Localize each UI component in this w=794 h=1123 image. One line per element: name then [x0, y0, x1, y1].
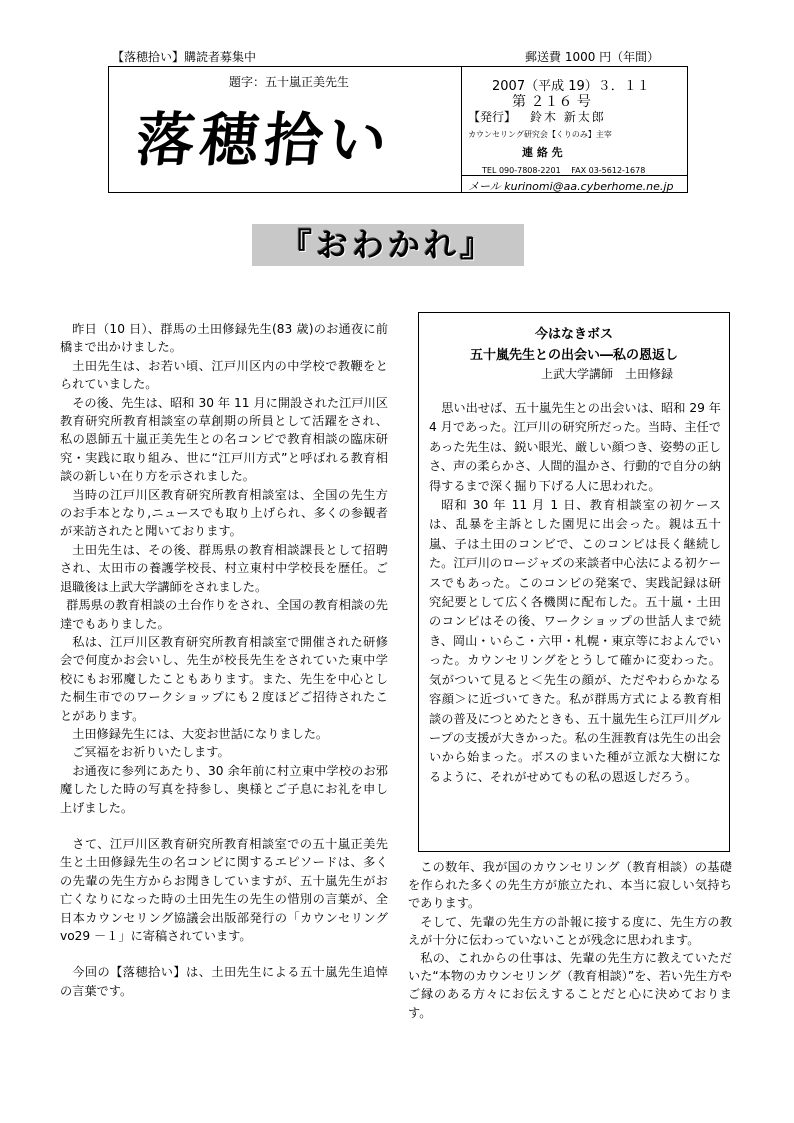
boxed-article-title: 今はなきボス [534, 327, 613, 342]
subscription-fee: 郵送費 1000 円（年間） [525, 50, 660, 64]
masthead [108, 66, 688, 193]
organization-name: カウンセリング研究会【くりのみ】主宰 [468, 130, 612, 139]
closing-remarks [408, 858, 732, 1022]
email-address[interactable]: kurinomi@aa.cyberhome.ne.jp [504, 180, 674, 193]
email-label: メール [468, 180, 501, 193]
article-paragraph: そして、先輩の先生方の訃報に接する度に、先生方の教えが十分に伝わっていないことが残念に思われます。 [408, 914, 732, 947]
boxed-article-subtitle: 五十嵐先生との出会い―私の恩返し [469, 348, 678, 363]
publisher-name: 鈴木 新太郎 [530, 110, 606, 124]
article-paragraph: 思い出せば、五十嵐先生との出会いは、昭和 29 年 4 月であった。江戸川の研究所だった。当時、主任であった先生は、鋭い眼光、厳しい顔つき、姿勢の正しさ、声の柔らかさ、人間的温かさ、行動的で自分の納得するまで深く掘り下げる人に思われた。 [429, 401, 721, 493]
email-row [468, 178, 673, 194]
article-paragraph: その後、先生は、昭和 30 年 11 月に開設された江戸川区教育研究所教育相談室の草創期の所員として活躍をされ、私の恩師五十嵐正美先生との名コンビで教育相談の臨床研究・実践に取り組み、世に“江戸川方式”と呼ばれる教育相談の新しい在り方を示されました。 [60, 395, 388, 484]
boxed-article-author: 上武大学講師 土田修録 [541, 367, 674, 381]
article-paragraph: 昨日（10 日）、群馬の土田修録先生(83 歳)のお通夜に前橋まで出かけました。 [60, 322, 388, 355]
contact-heading: 連 絡 先 [522, 146, 563, 159]
paragraph-spacer [60, 945, 388, 963]
left-article-column [60, 320, 388, 1000]
article-paragraph: さて、江戸川区教育研究所教育相談室での五十嵐正美先生と土田修録先生の名コンビに関するエピソードは、多くの先輩の先生方からお聞きしていますが、五十嵐先生がお亡くなりになった時の土田先生の先生の惜別の言葉が、全日本カウンセリング協議会出版部発行の「カウンセリング vo29 －１」に寄稿されています。 [60, 836, 388, 943]
article-paragraph: 今回の【落穂拾い】は、土田先生による五十嵐先生追悼の言葉です。 [60, 965, 388, 998]
headline-banner: 『おわかれ』 [252, 224, 524, 266]
article-paragraph: 私の、これからの仕事は、先輩の先生方に教えていただいた“本物のカウンセリング（教育相談）”を、若い先生方やご縁のある方々にお伝えすることだと心に決めております。 [408, 951, 732, 1020]
masthead-info-panel [462, 67, 687, 192]
boxed-article-body [429, 399, 721, 787]
article-paragraph: お通夜に参列にあたり、30 余年前に村立東中学校のお邪魔したした時の写真を持参し、奥様とご子息にお礼を申し上げました。 [60, 763, 388, 815]
article-paragraph: 土田修録先生には、大変お世話になりました。 [72, 726, 329, 741]
article-paragraph: この数年、我が国のカウンセリング（教育相談）の基礎を作られた多くの先生方が旅立たれ、本当に寂しい気持ちであります。 [408, 860, 732, 911]
contact-divider [462, 175, 687, 176]
issue-date: 2007（平成 19）３．１１ [492, 79, 650, 94]
article-paragraph: 土田先生は、その後、群馬県の教育相談課長として招聘され、太田市の養護学校長、村立東村中学校長を歴任。ご退職後は上武大学講師をされました。 [60, 542, 388, 594]
boxed-memorial-article [418, 312, 730, 852]
article-paragraph: 土田先生は、お若い頃、江戸川区内の中学校で教鞭をとられていました。 [60, 358, 388, 392]
subscription-recruit-notice: 【落穂拾い】購読者募集中 [112, 50, 257, 64]
article-paragraph: ご冥福をお祈りいたします。 [72, 745, 230, 760]
article-paragraph: 昭和 30 年 11 月 1 日、教育相談室の初ケースは、乱暴を主訴とした園児に出会った。親は五十嵐、子は土田のコンビで、このコンビは長く継続した。江戸川のロージャズの来談者中心法による初ケースでもあった。このコンビの発案で、実践記録は研究紀要として広く各機関に配布した。五十嵐・土田のコンビはその後、ワークショップの世話人まで続き、岡山・いらこ・六甲・札幌・東京等におよんでいった。カウンセリングをとうして確かに変わった。気がついて見ると＜先生の顔が、ただやわらかなる容顔＞に近づいてきた。私が群馬方式による教育相談の普及につとめたときも、五十嵐先生ら江戸川グループの支援が大きかった。私の生涯教育は先生の出会いから始まった。ボスのまいた種が立派な大樹になるように、それがせめてもの私の恩返しだろう。 [429, 498, 722, 784]
title-calligrapher-credit: 題字：五十嵐正美先生 [229, 75, 350, 89]
issue-number: 第 ２１６ 号 [512, 94, 591, 110]
masthead-title-panel [109, 67, 462, 192]
tel-fax-numbers: TEL 090-7808-2201 FAX 03-5612-1678 [482, 166, 646, 175]
newsletter-title: 落穂拾い [132, 106, 397, 174]
article-paragraph: 私は、江戸川区教育研究所教育相談室で開催された研修会で何度かお会いし、先生が校長先生をされていた東中学校にもお邪魔したこともあります。また、先生を中心とした桐生市でのワークショップにも２度ほどご招待されたことがあります。 [60, 634, 388, 723]
article-paragraph: 群馬県の教育相談の土台作りをされ、全国の教育相談の先達でもありました。 [60, 598, 388, 631]
publisher-row [468, 108, 606, 125]
article-paragraph: 当時の江戸川区教育研究所教育相談室は、全国の先生方のお手本となり,ニュースでも取り上げられ、多くの参観者が来訪されたと聞いております。 [60, 487, 388, 539]
publisher-label: 【発行】 [468, 110, 517, 124]
paragraph-spacer [60, 817, 388, 835]
